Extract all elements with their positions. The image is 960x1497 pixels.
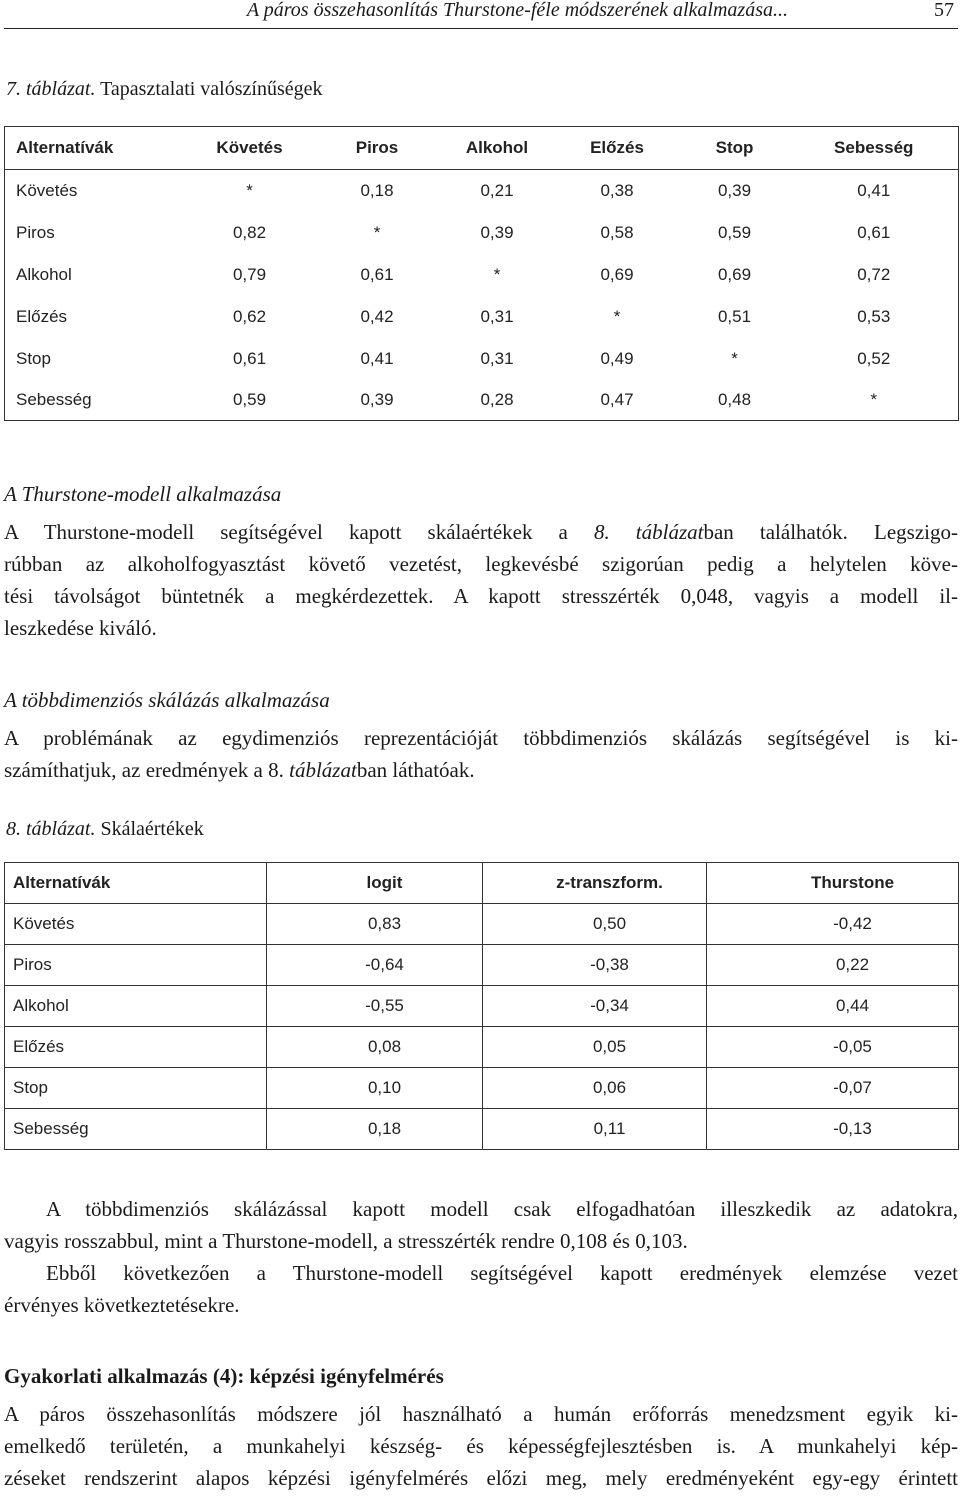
table-cell: -0,13 — [707, 1109, 959, 1150]
table8-caption-label: 8. táblázat. — [6, 818, 96, 840]
running-header — [4, 0, 958, 29]
text-line: A többdimenziós skálázással kapott modell csak elfogadhatóan illeszkedik az adatokra, — [46, 1197, 958, 1221]
table-cell: 0,10 — [267, 1068, 483, 1109]
table-row — [5, 1027, 959, 1068]
section-heading-mds: A többdimenziós skálázás alkalmazása — [4, 688, 330, 712]
table-row — [5, 380, 959, 421]
table7-col-header: Követés — [185, 127, 315, 170]
table-cell: 0,51 — [717, 307, 752, 326]
text-line: emelkedő területén, a munkahelyi készség- és képességfejlesztésben is. A munkahelyi kép- — [4, 1434, 958, 1458]
table-row — [5, 170, 959, 213]
text-line: Ebből következően a Thurstone-modell segítségével kapott eredmények elemzése vezet — [46, 1261, 958, 1285]
table-cell: 0,39 — [360, 390, 394, 409]
table-cell: 0,28 — [480, 390, 514, 409]
table-cell: 0,79 — [232, 265, 267, 284]
table-cell: 0,61 — [857, 223, 891, 242]
paragraph-mds — [4, 722, 958, 786]
table-cell: 0,48 — [717, 390, 752, 409]
table-cell: 0,31 — [480, 307, 514, 326]
table-cell: 0,42 — [360, 307, 394, 326]
table-cell: * — [246, 181, 253, 200]
table-cell: 0,39 — [717, 181, 752, 200]
table-cell: 0,21 — [480, 181, 514, 200]
text-run: számíthatjuk, az eredmények a 8. — [4, 758, 290, 782]
table-row — [5, 296, 959, 338]
table-cell: 0,82 — [232, 223, 267, 242]
table-cell: * — [731, 349, 738, 368]
table-cell: -0,42 — [707, 904, 959, 945]
text-line: érvényes következtetésekre. — [4, 1293, 240, 1317]
table-cell: 0,59 — [717, 223, 752, 242]
table8-header-row — [5, 863, 959, 904]
table-cell: -0,64 — [267, 945, 483, 986]
table-cell: 0,18 — [360, 181, 394, 200]
table7-col-header: Stop — [680, 127, 790, 170]
table-cell: 0,44 — [707, 986, 959, 1027]
paragraph-thurstone — [4, 516, 958, 644]
table-cell: -0,38 — [483, 945, 707, 986]
table-cell: 0,39 — [480, 223, 514, 242]
table-cell: 0,59 — [232, 390, 267, 409]
table-row — [5, 986, 959, 1027]
table-cell: 0,06 — [483, 1068, 707, 1109]
row-label: Sebesség — [5, 1109, 267, 1150]
table-cell: 0,69 — [717, 265, 752, 284]
row-label: Követés — [5, 904, 267, 945]
table7-col-header: Alternatívák — [5, 127, 185, 170]
text-line: tési távolságot büntetnék a megkérdezettek. A kapott stresszérték 0,048, vagyis a modell il- — [4, 584, 958, 608]
section-heading-training-needs: Gyakorlati alkalmazás (4): képzési igényfelmérés — [4, 1364, 444, 1388]
table8-col-header: Thurstone — [707, 863, 959, 904]
running-title: A páros összehasonlítás Thurstone-féle módszerének alkalmazása... — [246, 0, 788, 21]
table7-caption-text: Tapasztalati valószínűségek — [95, 78, 323, 100]
table-cell: -0,55 — [267, 986, 483, 1027]
table-cell: 0,18 — [267, 1109, 483, 1150]
table-row — [5, 1109, 959, 1150]
table8-caption — [6, 818, 204, 841]
table-cell: * — [373, 223, 381, 242]
table-cell: 0,11 — [483, 1109, 707, 1150]
table-cell: 0,05 — [483, 1027, 707, 1068]
table7-col-header: Előzés — [555, 127, 680, 170]
row-label: Előzés — [16, 307, 68, 326]
table8-caption-text: Skálaértékek — [95, 818, 204, 840]
table-cell: 0,31 — [480, 349, 514, 368]
table7 — [4, 126, 959, 421]
paragraph-training-needs — [4, 1398, 958, 1494]
table-cell: 0,58 — [600, 223, 634, 242]
table-row — [5, 212, 959, 254]
row-label: Piros — [16, 223, 55, 242]
table-cell: 0,49 — [600, 349, 634, 368]
table-reference: táblázat — [289, 758, 357, 782]
row-label: Alkohol — [5, 986, 267, 1027]
text-line: rúbban az alkoholfogyasztást követő vezetést, legkevésbé szigorúan pedig a helytelen köve- — [4, 552, 958, 576]
table-cell: * — [870, 390, 878, 409]
text-line: A problémának az egydimenziós reprezentációját többdimenziós skálázás segítségével is ki- — [4, 726, 958, 750]
table8-col-header: z-transzform. — [483, 863, 707, 904]
table-cell: 0,08 — [267, 1027, 483, 1068]
table-row — [5, 904, 959, 945]
text-line: vagyis rosszabbul, mint a Thurstone-modell, a stresszérték rendre 0,108 és 0,103. — [4, 1229, 688, 1253]
text-line: zéseket rendszerint alapos képzési igényfelmérés előzi meg, mely eredményeként egy-egy érintett — [4, 1466, 958, 1490]
text-run: A Thurstone-modell segítségével kapott skálaértékek a — [4, 520, 594, 544]
table-cell: * — [613, 307, 621, 326]
page-number: 57 — [934, 0, 954, 21]
table-cell: 0,22 — [707, 945, 959, 986]
table-cell: 0,50 — [483, 904, 707, 945]
text-line: A páros összehasonlítás módszere jól használható a humán erőforrás menedzsment egyik ki- — [4, 1402, 958, 1426]
table-cell: 0,52 — [857, 349, 891, 368]
table-cell: 0,41 — [857, 181, 891, 200]
text-line — [4, 516, 958, 548]
table7-caption-label: 7. táblázat. — [6, 78, 96, 100]
table-cell: -0,05 — [707, 1027, 959, 1068]
row-label: Alkohol — [16, 265, 72, 284]
table-cell: 0,83 — [267, 904, 483, 945]
table-cell: 0,38 — [600, 181, 634, 200]
text-run: ban láthatóak. — [356, 758, 475, 782]
table-row — [5, 254, 959, 296]
table7-header-row — [5, 127, 959, 170]
row-label: Stop — [5, 1068, 267, 1109]
table-row — [5, 945, 959, 986]
table-cell: 0,47 — [600, 390, 634, 409]
table7-col-header: Sebesség — [790, 127, 959, 170]
table-cell: 0,61 — [360, 265, 394, 284]
table-row — [5, 338, 959, 380]
table-cell: 0,62 — [232, 307, 267, 326]
row-label: Piros — [5, 945, 267, 986]
table7-caption — [6, 78, 323, 101]
text-line — [4, 754, 958, 786]
table-cell: * — [493, 265, 501, 284]
paragraph-mds-results — [4, 1193, 958, 1321]
table-cell: 0,41 — [360, 349, 394, 368]
table7-col-header: Piros — [315, 127, 440, 170]
text-line: leszkedése kiváló. — [4, 616, 157, 640]
table8 — [4, 862, 959, 1150]
table-row — [5, 1068, 959, 1109]
section-heading-thurstone: A Thurstone-modell alkalmazása — [4, 482, 282, 506]
table-cell: 0,61 — [232, 349, 267, 368]
table-reference: 8. táblázat — [593, 520, 704, 544]
table-cell: -0,07 — [707, 1068, 959, 1109]
table-cell: 0,53 — [857, 307, 891, 326]
row-label: Stop — [16, 349, 51, 368]
table8-col-header: logit — [267, 863, 483, 904]
table7-col-header: Alkohol — [440, 127, 555, 170]
text-run: ban találhatók. Legszigo- — [703, 520, 958, 544]
table-cell: -0,34 — [483, 986, 707, 1027]
row-label: Követés — [16, 181, 78, 200]
row-label: Sebesség — [16, 390, 92, 409]
table-cell: 0,69 — [600, 265, 634, 284]
table8-col-header: Alternatívák — [5, 863, 267, 904]
table-cell: 0,72 — [857, 265, 891, 284]
row-label: Előzés — [5, 1027, 267, 1068]
